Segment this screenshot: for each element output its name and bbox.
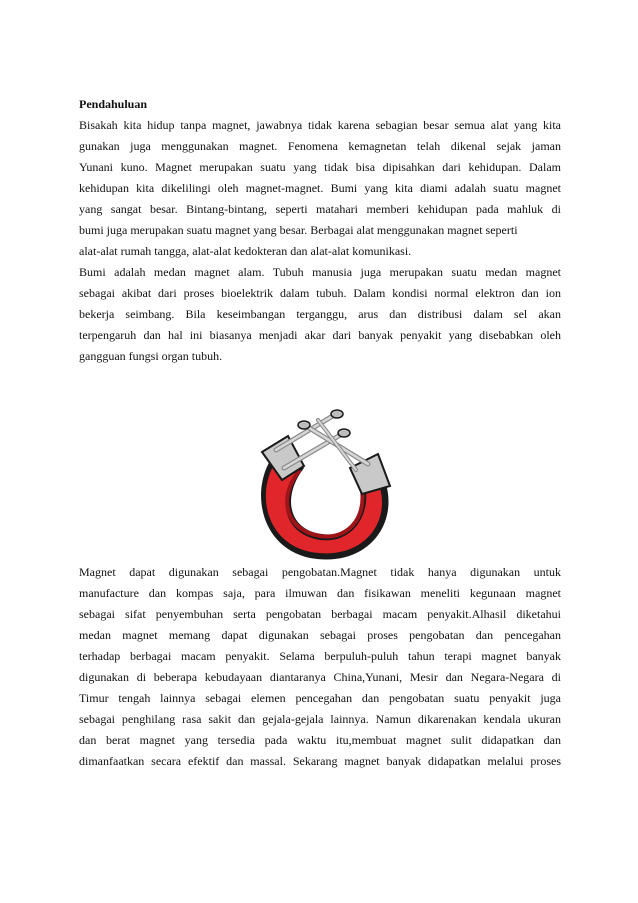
section-heading: Pendahuluan	[79, 97, 148, 111]
text-line: dimanfaatkan secara efektif dan massal. Sekarang magnet banyak didapatkan melalui proses	[79, 754, 561, 768]
text-line: Bisakah kita hidup tanpa magnet, jawabnya tidak karena sebagian besar semua alat yang kita	[79, 118, 561, 132]
text-line: sebagai sifat penyembuhan serta pengobatan berbagai macam penyakit.Alhasil diketahui	[79, 607, 561, 621]
text-line: dan berat magnet yang tersedia pada waktu itu,membuat magnet sulit didapatkan dan	[79, 733, 561, 747]
text-line: sebagai akibat dari proses bioelektrik dalam tubuh. Dalam kondisi normal elektron dan ion	[79, 286, 561, 300]
text-line: Timur tengah lainnya sebagai elemen pencegahan dan pengobatan suatu penyakit juga	[79, 691, 561, 705]
text-line: Magnet dapat digunakan sebagai pengobatan.Magnet tidak hanya digunakan untuk	[79, 565, 561, 579]
text-line: gangguan fungsi organ tubuh.	[79, 349, 223, 363]
text-line: digunakan di beberapa kebudayaan diantaranya China,Yunani, Mesir dan Negara-Negara di	[79, 670, 561, 684]
text-line: gunakan juga menggunakan magnet. Fenomena kemagnetan telah dikenal sejak jaman	[79, 139, 561, 153]
horseshoe-magnet-icon	[238, 406, 408, 566]
text-line: Bumi adalah medan magnet alam. Tubuh manusia juga merupakan suatu medan magnet	[79, 265, 561, 279]
intro-text	[79, 115, 561, 367]
text-line: medan magnet memang dapat digunakan sebagai proses pengobatan dan pencegahan	[79, 628, 561, 642]
text-line: Yunani kuno. Magnet merupakan suatu yang tidak bisa dipisahkan dari kehidupan. Dalam	[79, 160, 561, 174]
text-line: alat-alat rumah tangga, alat-alat kedokteran dan alat-alat komunikasi.	[79, 244, 412, 258]
text-line: terpengaruh dan hal ini biasanya menjadi akar dari banyak penyakit yang disebabkan oleh	[79, 328, 561, 342]
text-line: terhadap berbagai macam penyakit. Selama berpuluh-puluh tahun terapi magnet banyak	[79, 649, 561, 663]
text-line: manufacture dan kompas saja, para ilmuwan dan fisikawan meneliti kegunaan magnet	[79, 586, 561, 600]
text-line: sebagai penghilang rasa sakit dan gejala-gejala lainnya. Namun dikarenakan kendala ukuran	[79, 712, 561, 726]
therapy-text	[79, 562, 561, 772]
text-line: bekerja seimbang. Bila keseimbangan terganggu, arus dan distribusi dalam sel akan	[79, 307, 561, 321]
text-line: kehidupan kita dikelilingi oleh magnet-magnet. Bumi yang kita diami adalah suatu magnet	[79, 181, 561, 195]
text-line: bumi juga merupakan suatu magnet yang besar. Berbagai alat menggunakan magnet seperti	[79, 223, 518, 237]
text-line: yang sangat besar. Bintang-bintang, seperti matahari memberi kehidupan pada mahluk di	[79, 202, 561, 216]
